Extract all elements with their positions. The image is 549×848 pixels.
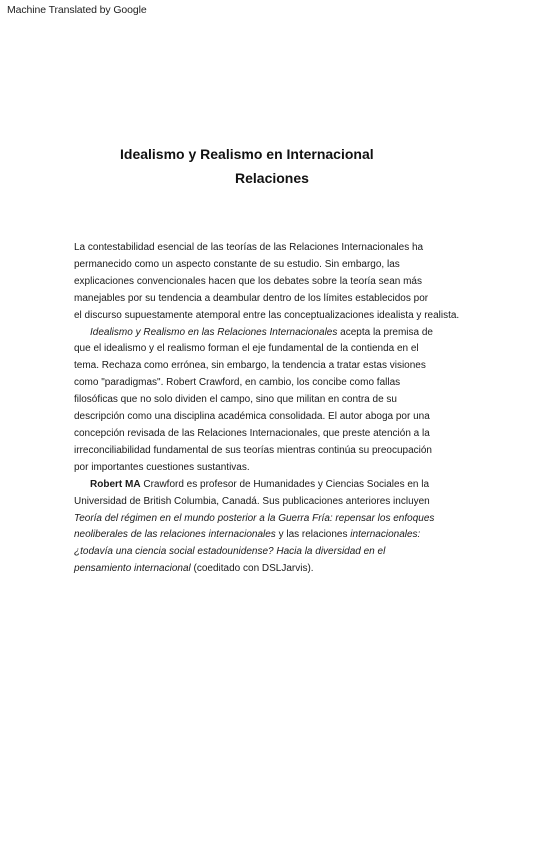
text-line — [74, 544, 510, 561]
text-line: concepción revisada de las Relaciones Internacionales, que preste atención a la — [74, 427, 430, 439]
book-title-line-2: Relaciones — [235, 170, 309, 186]
text-line: que el idealismo y el realismo forman el eje fundamental de la contienda en el — [74, 343, 419, 355]
text-fragment: acepta la premisa de — [337, 326, 433, 338]
paragraph-book-summary — [74, 325, 510, 477]
text-line: irreconciliabilidad fundamental de sus teorías mientras continúa su preocupación — [74, 444, 432, 456]
text-line: Universidad de British Columbia, Canadá. Sus publicaciones anteriores incluyen — [74, 495, 430, 507]
text-fragment: (coeditado con DSLJarvis). — [190, 563, 314, 575]
text-line — [74, 527, 510, 544]
text-line: por importantes cuestiones sustantivas. — [74, 461, 250, 473]
text-line — [74, 325, 510, 342]
paragraph-intro — [74, 240, 510, 325]
publication-title-italic: Teoría del régimen en el mundo posterior a la Guerra Fría: repensar los enfoques — [74, 512, 435, 524]
publication-title-italic: internacionales: — [350, 529, 421, 541]
publication-title-italic: ¿todavía una ciencia social estadounidense? Hacia la diversidad en el — [74, 546, 386, 558]
description-body — [74, 240, 510, 578]
book-title-italic: Idealismo y Realismo en las Relaciones Internacionales — [90, 326, 338, 338]
publication-title-italic: neoliberales de las relaciones internacionales — [74, 529, 276, 541]
publication-title-italic: pensamiento internacional — [74, 563, 191, 575]
text-line: filosóficas que no solo dividen el campo, sino que militan en contra de su — [74, 394, 397, 406]
text-line: el discurso supuestamente atemporal entre las conceptualizaciones idealista y realista. — [74, 309, 460, 321]
text-line: tema. Rechaza como errónea, sin embargo, la tendencia a tratar estas visiones — [74, 360, 426, 372]
text-fragment: y las relaciones — [275, 529, 351, 541]
text-line: descripción como una disciplina académica consolidada. El autor aboga por una — [74, 411, 430, 423]
text-line — [74, 561, 510, 578]
text-line: explicaciones convencionales hacen que los debates sobre la teoría sean más — [74, 275, 422, 287]
text-line: permanecido como un aspecto constante de su estudio. Sin embargo, las — [74, 258, 400, 270]
text-line — [74, 477, 510, 494]
text-line: manejables por su tendencia a deambular dentro de los límites establecidos por — [74, 292, 429, 304]
paragraph-author-bio — [74, 477, 510, 578]
text-fragment: Crawford es profesor de Humanidades y Ciencias Sociales en la — [140, 478, 430, 490]
author-name: Robert MA — [90, 478, 141, 490]
text-line: como "paradigmas". Robert Crawford, en cambio, los concibe como fallas — [74, 377, 401, 389]
book-title-line-1: Idealismo y Realismo en Internacional — [120, 146, 374, 162]
text-line: La contestabilidad esencial de las teorías de las Relaciones Internacionales ha — [74, 242, 424, 253]
text-line — [74, 511, 510, 528]
machine-translated-banner: Machine Translated by Google — [7, 4, 147, 16]
